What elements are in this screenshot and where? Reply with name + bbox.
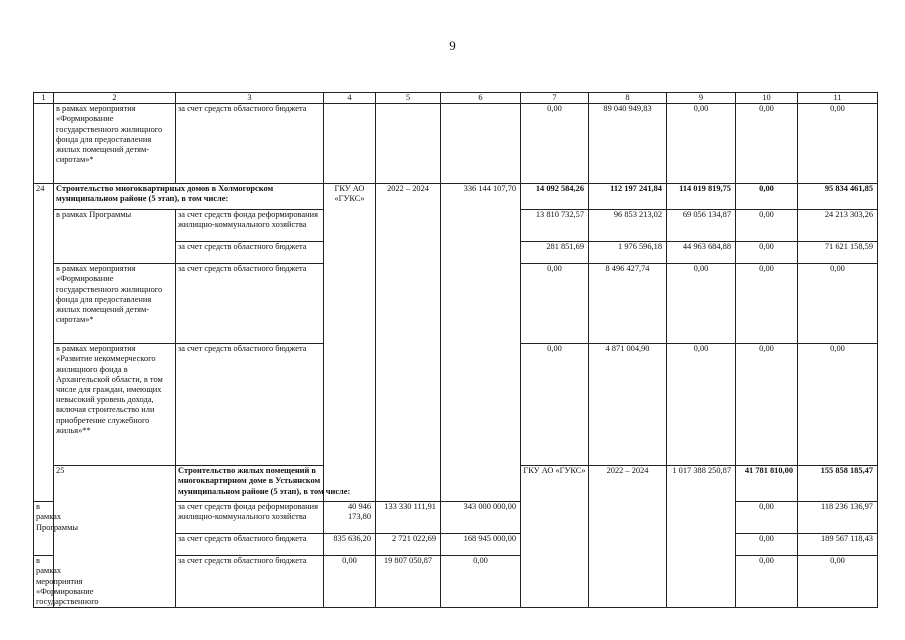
col-header: 2: [54, 93, 176, 104]
value-2024: 69 056 134,87: [667, 210, 736, 242]
value-2022: 835 636,20: [324, 534, 376, 556]
value-col11: 118 236 136,97: [798, 502, 878, 534]
col-header: 6: [441, 93, 521, 104]
value-col10: 0,00: [736, 184, 798, 210]
value-col11: 0,00: [798, 264, 878, 344]
value-col10: 0,00: [736, 242, 798, 264]
row-number: 25: [54, 466, 176, 608]
object-title: Строительство жилых помещений в многоквартирном доме в Устьянском муниципальном районе (5 этап), в том числе:: [176, 466, 376, 502]
value-col11: 71 621 158,59: [798, 242, 878, 264]
page-number: 9: [449, 38, 456, 53]
executor: ГКУ АО «ГУКС»: [521, 466, 589, 608]
value-2022: 41 781 810,00: [736, 466, 798, 502]
funding-source: за счет средств областного бюджета: [176, 264, 324, 344]
table-row: [34, 184, 878, 210]
value-2023: 133 330 111,91: [376, 502, 441, 534]
value-col10: 0,00: [736, 556, 798, 608]
funding-source: за счет средств фонда реформирования жилищно-коммунального хозяйства: [176, 210, 324, 242]
value-2024: 0,00: [667, 264, 736, 344]
period: 2022 – 2024: [376, 184, 441, 502]
col-header: 10: [736, 93, 798, 104]
value-2022: 13 810 732,57: [521, 210, 589, 242]
program-label: в рамках Программы: [34, 502, 54, 556]
value-2024: 343 000 000,00: [441, 502, 521, 534]
value-col10: 0,00: [736, 502, 798, 534]
value-col11: 0,00: [798, 104, 878, 184]
col-header: 4: [324, 93, 376, 104]
period: 2022 – 2024: [589, 466, 667, 608]
value-2023: 96 853 213,02: [589, 210, 667, 242]
total-amount: 1 017 388 250,87: [667, 466, 736, 608]
column-number-row: [34, 93, 878, 104]
measure-label: в рамках мероприятия «Развитие некоммерческого жилищного фонда в Архангельской области, в том числе для граждан, имеющих невысокий уровень дохода, включая строительство или приобретение служебного жилья»**: [54, 344, 176, 466]
funding-source: за счет средств областного бюджета: [176, 344, 324, 466]
col-header: 1: [34, 93, 54, 104]
value-col10: 0,00: [736, 210, 798, 242]
value-col11: 0,00: [798, 556, 878, 608]
value-2024: 0,00: [667, 344, 736, 466]
value-2023: 2 721 022,69: [376, 534, 441, 556]
value-2023: 4 871 004,90: [589, 344, 667, 466]
value-2022: 0,00: [521, 264, 589, 344]
measure-label: в рамках мероприятия «Формирование государственного жилищного фонда для предоставления жилых помещений детям-сиротам»*: [54, 264, 176, 344]
col-header: 8: [589, 93, 667, 104]
row-number: 24: [34, 184, 54, 502]
value-2023: 19 807 050,87: [376, 556, 441, 608]
value-col11: 189 567 118,43: [798, 534, 878, 556]
col-header: 3: [176, 93, 324, 104]
value-2022: 14 092 584,26: [521, 184, 589, 210]
value-2023: 8 496 427,74: [589, 264, 667, 344]
executor: ГКУ АО «ГУКС»: [324, 184, 376, 502]
value-col11: 95 834 461,85: [798, 184, 878, 210]
funding-source: за счет средств областного бюджета: [176, 242, 324, 264]
program-label: в рамках Программы: [54, 210, 176, 264]
funding-source: за счет средств областного бюджета: [176, 556, 324, 608]
value-2024: 114 019 819,75: [667, 184, 736, 210]
value-2024: 0,00: [441, 556, 521, 608]
object-title: Строительство многоквартирных домов в Холмогорском муниципальном районе (5 этап), в том числе:: [54, 184, 324, 210]
value-2023: 112 197 241,84: [589, 184, 667, 210]
budget-table: [33, 92, 878, 608]
value-2023: 89 040 949,83: [589, 104, 667, 184]
table-row: [34, 104, 878, 184]
value-2022: 0,00: [521, 344, 589, 466]
value-2023: 1 976 596,18: [589, 242, 667, 264]
executor-cell: [324, 104, 376, 184]
value-col11: 0,00: [798, 344, 878, 466]
value-col10: 0,00: [736, 104, 798, 184]
total-cell: [441, 104, 521, 184]
value-2022: 0,00: [324, 556, 376, 608]
measure-label: в рамках мероприятия «Формирование государственного жилищного фонда для предоставления жилых помещений детям-сиротам»*: [54, 104, 176, 184]
value-2024: 44 963 684,88: [667, 242, 736, 264]
row-number-cell: [34, 104, 54, 184]
col-header: 5: [376, 93, 441, 104]
value-2022: 281 851,69: [521, 242, 589, 264]
value-2022: 0,00: [521, 104, 589, 184]
col-header: 9: [667, 93, 736, 104]
value-col10: 0,00: [736, 264, 798, 344]
value-2023: 155 858 185,47: [798, 466, 878, 502]
measure-label: в рамках мероприятия «Формирование государственного: [34, 556, 54, 608]
total-amount: 336 144 107,70: [441, 184, 521, 502]
value-2022: 40 946 173,80: [324, 502, 376, 534]
col-header: 7: [521, 93, 589, 104]
funding-source: за счет средств областного бюджета: [176, 534, 324, 556]
col-header: 11: [798, 93, 878, 104]
value-col11: 24 213 303,26: [798, 210, 878, 242]
value-2024: 168 945 000,00: [441, 534, 521, 556]
funding-source: за счет средств фонда реформирования жилищно-коммунального хозяйства: [176, 502, 324, 534]
funding-source: за счет средств областного бюджета: [176, 104, 324, 184]
value-col10: 0,00: [736, 344, 798, 466]
period-cell: [376, 104, 441, 184]
value-col10: 0,00: [736, 534, 798, 556]
value-2024: 0,00: [667, 104, 736, 184]
